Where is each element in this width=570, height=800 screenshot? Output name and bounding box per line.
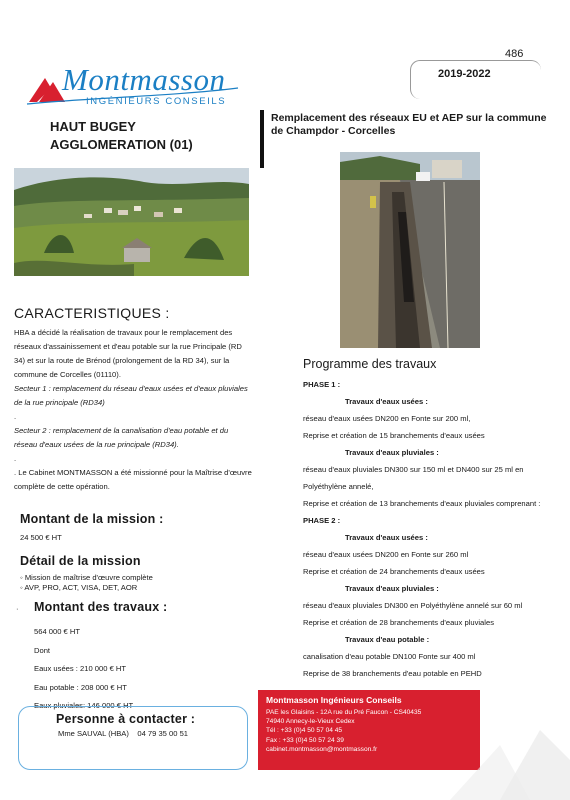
caracteristiques-title: CARACTERISTIQUES : — [14, 305, 170, 321]
programme-line: réseau d'eaux usées DN200 en Fonte sur 200 ml, — [303, 414, 471, 423]
detail-mission-title: Détail de la mission — [20, 554, 141, 568]
caract-secteur2: Secteur 2 : remplacement de la canalisation d'eau potable et du réseau d'eaux usées de la rue principale (RD34). — [14, 426, 229, 449]
company-line: Fax : +33 (0)4 50 57 24 39 — [266, 736, 344, 744]
contact-line — [58, 729, 188, 738]
programme-line: Reprise et création de 15 branchements d'eaux usées — [303, 431, 485, 440]
caract-intro: HBA a décidé la réalisation de travaux pour le remplacement des réseaux d'assainissement et d'eau potable sur la rue Principale (RD 34) et sur la route de Brénod (prolongement de la RD 34), sur la commune de Corcelles (01110). — [14, 328, 242, 379]
montant-mission-value: 24 500 € HT — [20, 533, 62, 542]
montant-travaux-body — [34, 623, 133, 716]
travaux-heading: Travaux d'eaux usées : — [345, 397, 428, 406]
programme-title: Programme des travaux — [303, 357, 437, 371]
phase-heading: PHASE 1 : — [303, 380, 341, 389]
contact-title: Personne à contacter : — [56, 712, 196, 726]
client-name — [50, 118, 193, 154]
travaux-line: Eau potable : 208 000 € HT — [34, 682, 127, 692]
caract-mission-note: . Le Cabinet MONTMASSON a été missionné pour la Maîtrise d'œuvre complète de cette opération. — [14, 468, 252, 491]
company-line: Tél : +33 (0)4 50 57 04 45 — [266, 727, 343, 735]
programme-line: réseau d'eaux pluviales DN300 sur 150 ml et DN400 sur 25 ml en — [303, 465, 524, 474]
travaux-heading: Travaux d'eaux usées : — [345, 533, 428, 542]
travaux-line: Eaux usées : 210 000 € HT — [34, 664, 127, 673]
programme-line: Reprise et création de 28 branchements d'eaux pluviales — [303, 618, 494, 627]
landscape-photo — [14, 168, 249, 276]
travaux-heading: Travaux d'eau potable : — [345, 635, 430, 644]
company-line: 74940 Annecy-le-Vieux Cedex — [266, 718, 355, 726]
contact-phone: 04 79 35 00 51 — [137, 729, 189, 738]
caract-dot2: . — [14, 454, 17, 463]
company-line: PAE les Glaisins - 12A rue du Pré Faucon - CS40435 — [266, 709, 422, 716]
programme-line: Reprise de 38 branchements d'eau potable en PEHD — [303, 669, 482, 678]
travaux-line: Eaux pluviales: 146 000 € HT — [34, 701, 134, 710]
detail-mission-list — [20, 573, 153, 593]
works-photo — [340, 152, 480, 348]
programme-list — [303, 376, 565, 682]
caract-dot1: . — [14, 412, 17, 421]
logo-wordmark: Montmasson — [62, 62, 226, 97]
montant-mission-title: Montant de la mission : — [20, 512, 164, 526]
bullet-icon: · — [16, 604, 19, 613]
programme-line: Reprise et création de 13 branchements d'eaux pluviales comprenant : — [303, 499, 541, 508]
title-bar — [260, 110, 264, 168]
company-name: Montmasson Ingénieurs Conseils — [266, 695, 402, 705]
detail-item: ◦ AVP, PRO, ACT, VISA, DET, AOR — [20, 583, 138, 592]
watermark-icon — [300, 700, 570, 800]
detail-item: ◦ Mission de maîtrise d'œuvre complète — [20, 573, 153, 582]
contact-name: Mme SAUVAL (HBA) — [58, 729, 129, 738]
logo-subtitle: INGÉNIEURS CONSEILS — [86, 96, 227, 107]
client-line1: HAUT BUGEY — [50, 119, 136, 134]
company-line: cabinet.montmasson@montmasson.fr — [266, 745, 378, 753]
travaux-heading: Travaux d'eaux pluviales : — [345, 448, 439, 457]
travaux-dont: Dont — [34, 645, 51, 655]
travaux-total: 564 000 € HT — [34, 627, 81, 636]
programme-line: canalisation d'eau potable DN100 Fonte sur 400 ml — [303, 652, 476, 661]
client-line2: AGGLOMERATION (01) — [50, 137, 193, 152]
phase-heading: PHASE 2 : — [303, 516, 341, 525]
caract-secteur1: Secteur 1 : remplacement du réseau d'eaux usées et d'eaux pluviales de la rue principale (RD34) — [14, 384, 248, 407]
programme-line: Reprise et création de 24 branchements d'eaux usées — [303, 567, 485, 576]
page-number: 486 — [505, 48, 524, 60]
programme-line: Polyéthylène annelé, — [303, 482, 374, 491]
project-title: Remplacement des réseaux EU et AEP sur la commune de Champdor - Corcelles — [271, 112, 547, 137]
programme-line: réseau d'eaux pluviales DN300 en Polyéthylène annelé sur 60 ml — [303, 601, 523, 610]
programme-line: réseau d'eaux usées DN200 en Fonte sur 260 ml — [303, 550, 469, 559]
travaux-heading: Travaux d'eaux pluviales : — [345, 584, 439, 593]
caracteristiques-body — [14, 326, 252, 494]
montant-travaux-title: Montant des travaux : — [34, 600, 168, 614]
years: 2019-2022 — [438, 68, 491, 80]
